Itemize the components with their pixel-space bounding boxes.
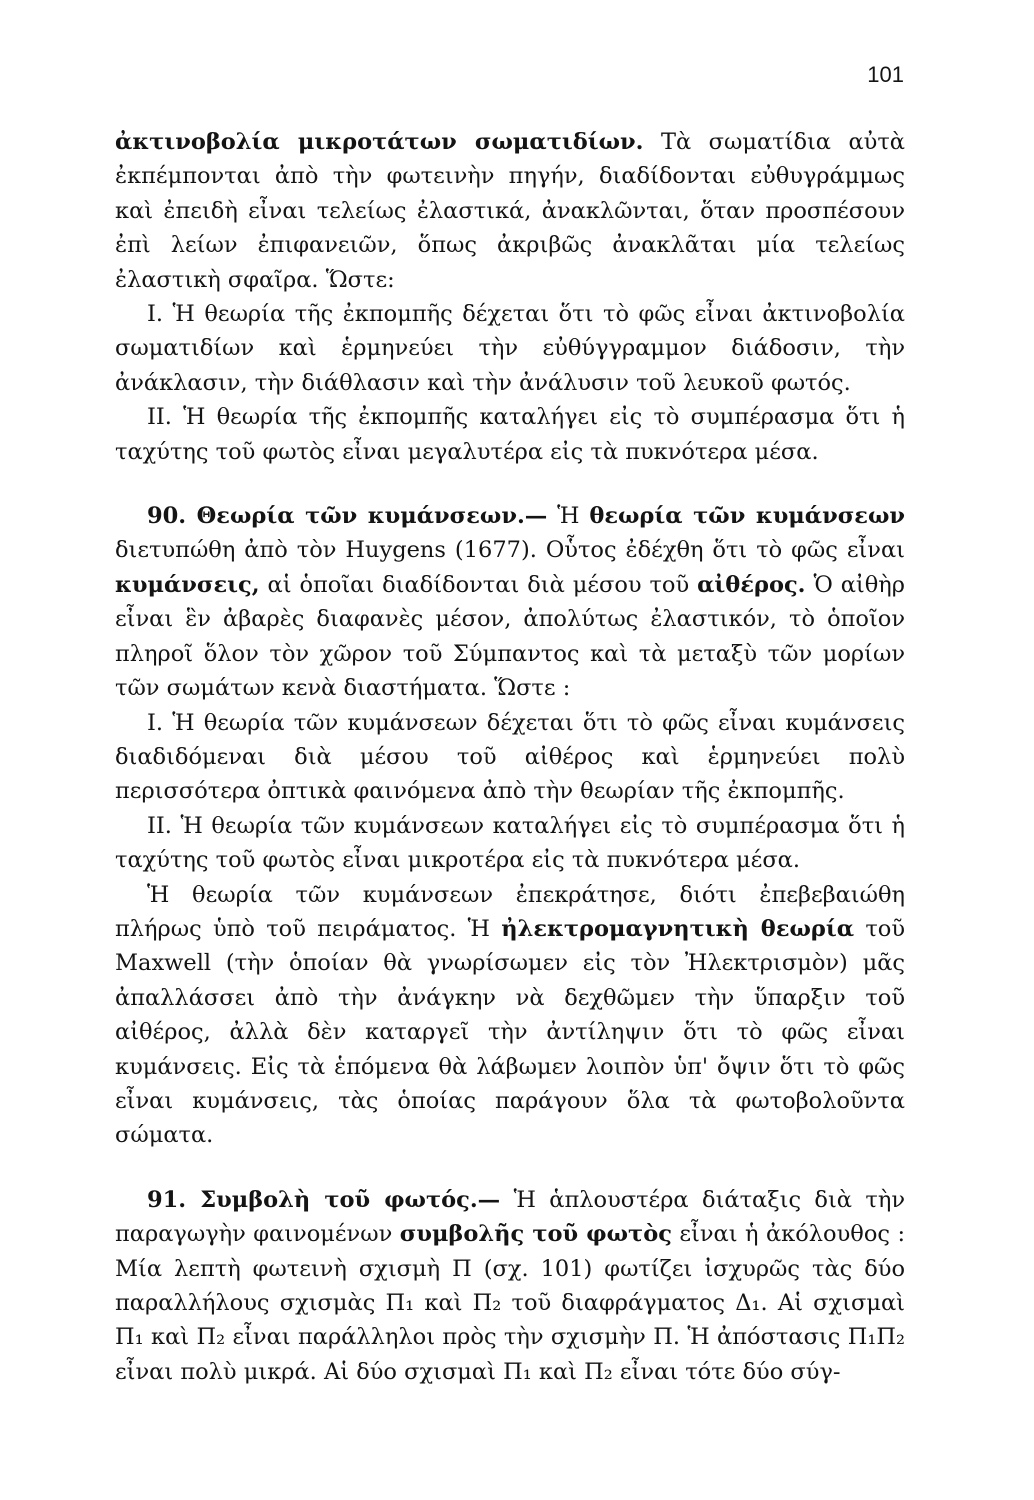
section-91-heading: 91. Συμβολὴ τοῦ φωτός.—: [147, 1186, 501, 1213]
wave-point-2: II. Ἡ θεωρία τῶν κυμάνσεων καταλήγει εἰς τὸ συμπέρασμα ὅτι ἡ ταχύτης τοῦ φωτὸς εἶναι μικροτέρα εἰς τὰ πυκνότερα μέσα.: [115, 812, 905, 874]
paragraph-text: Τὰ σωματίδια αὐτὰ ἐκπέμπονται ἀπὸ τὴν φωτεινὴν πηγήν, διαδίδονται εὐθυγράμμως καὶ ἐπειδὴ εἶναι τελείως ἐλαστικά, ἀνακλῶνται, ὅταν προσπέσουν ἐπὶ λείων ἐπιφανειῶν, ὅπως ἀκριβῶς ἀνακλᾶται μία τελείως ἐλαστικὴ σφαῖρα. Ὥστε:: [115, 129, 905, 293]
bold-term: ἀκτινοβολία μικροτάτων σωματιδίων.: [115, 129, 644, 155]
bold-term: κυμάνσεις,: [115, 571, 260, 598]
bold-term: συμβολῆς τοῦ φωτὸς: [399, 1221, 672, 1248]
bold-term: ἠλεκτρομαγνητικὴ θεωρία: [501, 915, 855, 942]
page-body: [115, 125, 905, 1389]
section-90: 90. Θεωρία τῶν κυμάνσεων.— Ἡ θεωρία τῶν κυμάνσεων διετυπώθη ἀπὸ τὸν Huygens (1677). Οὗτος ἐδέχθη ὅτι τὸ φῶς εἶναι κυμάνσεις, αἱ ὁποῖαι διαδίδονται διὰ μέσου τοῦ αἰθέρος. Ὁ αἰθὴρ εἶναι ἓν ἀβαρὲς διαφανὲς μέσον, ἀπολύτως ἐλαστικόν, τὸ ὁποῖον πληροῖ ὅλον τὸν χῶρον τοῦ Σύμπαντος καὶ τὰ μεταξὺ τῶν μορίων τῶν σωμάτων κενὰ διαστήματα. Ὥστε :: [115, 503, 906, 702]
bold-term: θεωρία τῶν κυμάνσεων: [589, 503, 906, 530]
emission-point-1: I. Ἡ θεωρία τῆς ἐκπομπῆς δέχεται ὅτι τὸ φῶς εἶναι ἀκτινοβολία σωματιδίων καὶ ἑρμηνεύει τὴν εὐθύγγραμμον διάδοσιν, τὴν ἀνάκλασιν, τὴν διάθλασιν καὶ τὴν ἀνάλυσιν τοῦ λευκοῦ φωτός.: [115, 301, 905, 396]
wave-point-1: I. Ἡ θεωρία τῶν κυμάνσεων δέχεται ὅτι τὸ φῶς εἶναι κυμάνσεις διαδιδόμεναι διὰ μέσου τοῦ αἰθέρος καὶ ἑρμηνεύει πολὺ περισσότερα ὀπτικὰ φαινόμενα ἀπὸ τὴν θεωρίαν τῆς ἐκπομπῆς.: [115, 709, 905, 805]
bold-term: αἰθέρος.: [697, 571, 806, 598]
paragraph-continuation: [115, 125, 905, 297]
section-90-heading: 90. Θεωρία τῶν κυμάνσεων.—: [147, 503, 548, 530]
section-91: 91. Συμβολὴ τοῦ φωτός.— Ἡ ἁπλουστέρα διάταξις διὰ τὴν παραγωγὴν φαινομένων συμβολῆς τοῦ φωτὸς εἶναι ἡ ἀκόλουθος : Μία λεπτὴ φωτεινὴ σχισμὴ Π (σχ. 101) φωτίζει ἰσχυρῶς τὰς δύο παραλλήλους σχισμὰς Π₁ καὶ Π₂ τοῦ διαφράγματος Δ₁. Αἱ σχισμαὶ Π₁ καὶ Π₂ εἶναι παράλληλοι πρὸς τὴν σχισμὴν Π. Ἡ ἀπόστασις Π₁Π₂ εἶναι πολὺ μικρά. Αἱ δύο σχισμαὶ Π₁ καὶ Π₂ εἶναι τότε δύο σύγ-: [115, 1186, 906, 1385]
page-number: 101: [867, 62, 904, 87]
maxwell-paragraph: Ἡ θεωρία τῶν κυμάνσεων ἐπεκράτησε, διότι ἐπεβεβαιώθη πλήρως ὑπὸ τοῦ πειράματος. Ἡ ἠλεκτρομαγνητικὴ θεωρία τοῦ Maxwell (τὴν ὁποίαν θὰ γνωρίσωμεν εἰς τὸν Ἠλεκτρισμὸν) μᾶς ἀπαλλάσσει ἀπὸ τὴν ἀνάγκην νὰ δεχθῶμεν τὴν ὕπαρξιν τοῦ αἰθέρος, ἀλλὰ δὲν καταργεῖ τὴν ἀντίληψιν ὅτι τὸ φῶς εἶναι κυμάνσεις. Εἰς τὰ ἑπόμενα θὰ λάβωμεν λοιπὸν ὑπ' ὄψιν ὅτι τὸ φῶς εἶναι κυμάνσεις, τὰς ὁποίας παράγουν ὅλα τὰ φωτοβολοῦντα σώματα.: [115, 881, 906, 1149]
emission-point-2: II. Ἡ θεωρία τῆς ἐκπομπῆς καταλήγει εἰς τὸ συμπέρασμα ὅτι ἡ ταχύτης τοῦ φωτὸς εἶναι μεγαλυτέρα εἰς τὰ πυκνότερα μέσα.: [115, 404, 905, 465]
